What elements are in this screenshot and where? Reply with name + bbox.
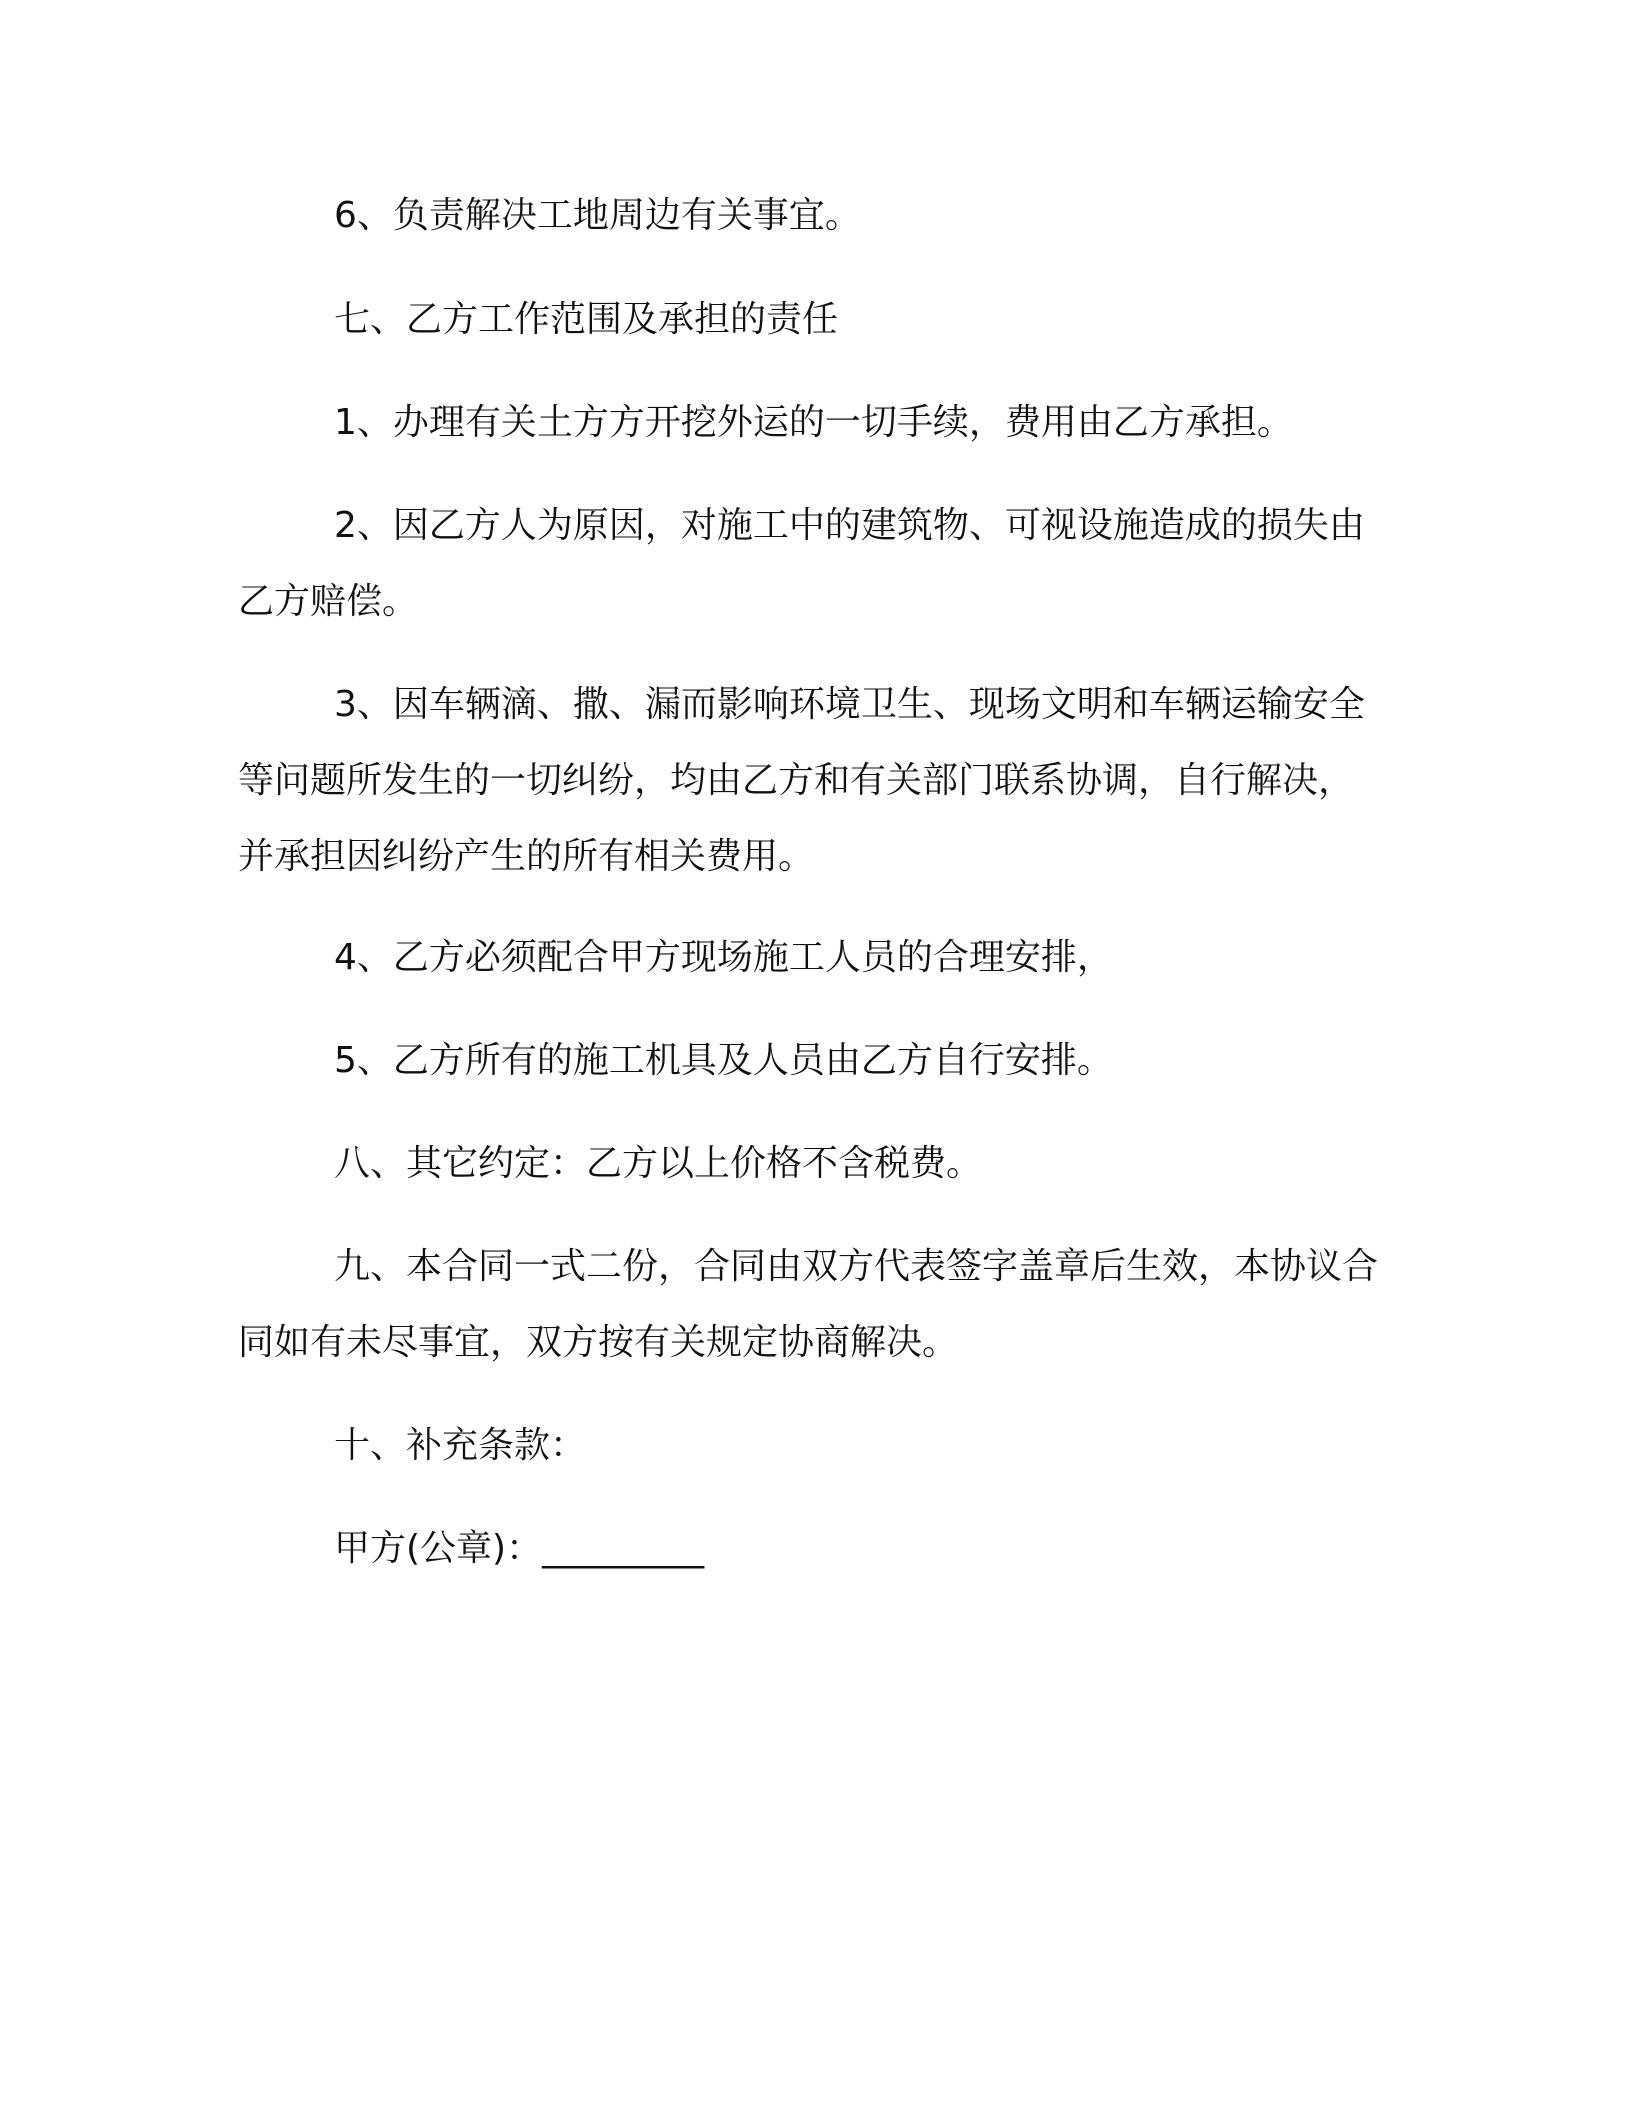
party-a-seal-line: 甲方(公章)：_________ [334, 1528, 705, 1569]
section-heading-9: 九、本合同一式二份，合同由双方代表签字盖章后生效，本协议合同如有未尽事宜，双方按有关规定协商解决。 [238, 1246, 1379, 1363]
paragraph-item-5: 5、乙方所有的施工机具及人员由乙方自行安排。 [334, 1040, 1113, 1081]
paragraph-item-6: 6、负责解决工地周边有关事宜。 [334, 195, 861, 236]
section-heading-10: 十、补充条款： [334, 1425, 587, 1466]
section-heading-8: 八、其它约定：乙方以上价格不含税费。 [334, 1143, 983, 1184]
paragraph-item-1: 1、办理有关土方方开挖外运的一切手续，费用由乙方承担。 [334, 402, 1293, 443]
paragraph-item-2: 2、因乙方人为原因，对施工中的建筑物、可视设施造成的损失由乙方赔偿。 [238, 505, 1365, 622]
paragraph-item-3: 3、因车辆滴、撒、漏而影响环境卫生、现场文明和车辆运输安全等问题所发生的一切纠纷，均由乙方和有关部门联系协调，自行解决，并承担因纠纷产生的所有相关费用。 [238, 684, 1365, 877]
paragraph-item-4: 4、乙方必须配合甲方现场施工人员的合理安排， [334, 937, 1113, 978]
section-heading-7: 七、乙方工作范围及承担的责任 [334, 299, 839, 340]
